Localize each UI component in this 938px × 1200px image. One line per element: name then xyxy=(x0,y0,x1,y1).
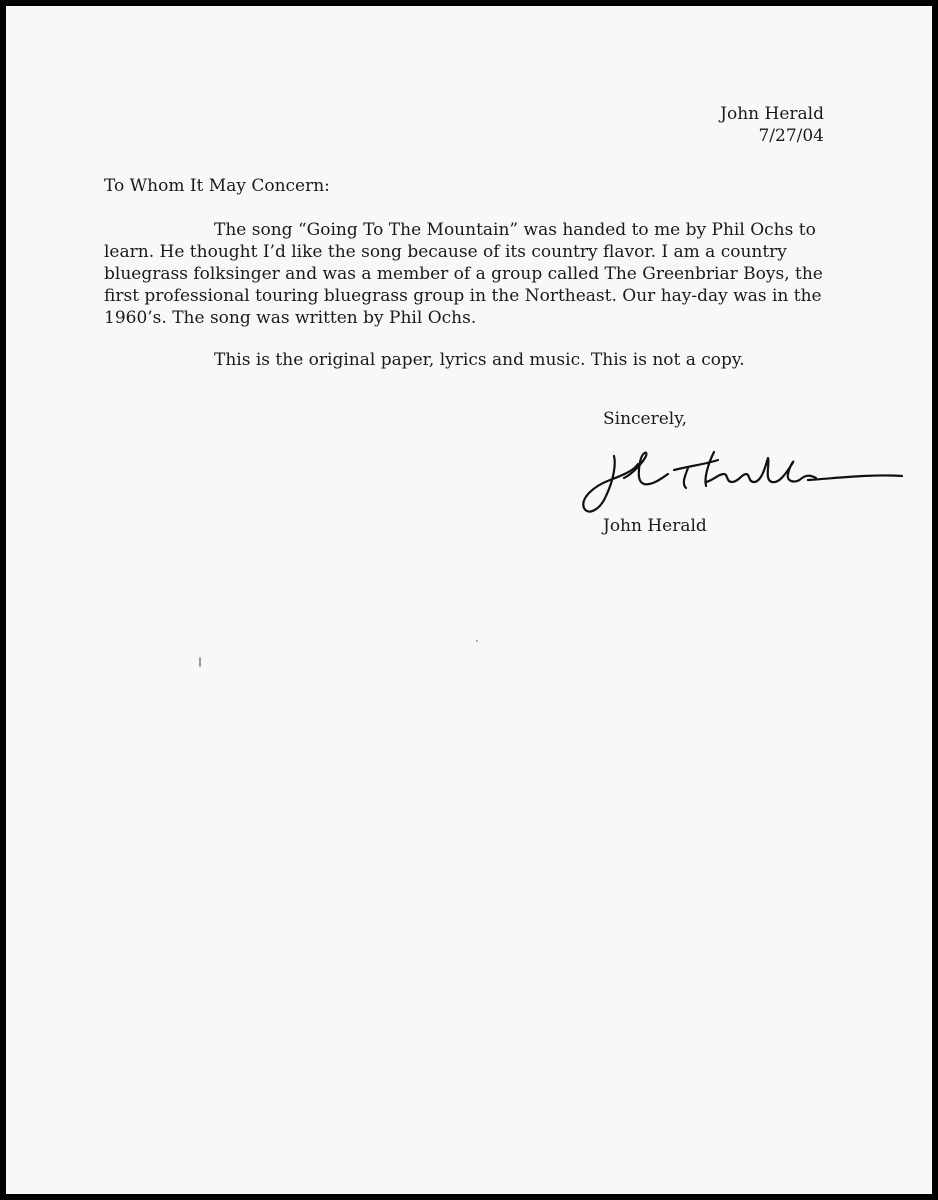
body-line: first professional touring bluegrass group in the Northeast. Our hay-day was in the xyxy=(104,286,822,306)
paper-speck xyxy=(476,640,478,642)
paper-speck xyxy=(199,657,201,667)
sender-name: John Herald xyxy=(720,104,824,124)
salutation: To Whom It May Concern: xyxy=(104,176,330,196)
body-line: 1960’s. The song was written by Phil Ochs. xyxy=(104,308,477,328)
signer-name: John Herald xyxy=(603,516,707,536)
body-line: The song “Going To The Mountain” was handed to me by Phil Ochs to xyxy=(214,220,816,240)
body-line: bluegrass folksinger and was a member of a group called The Greenbriar Boys, the xyxy=(104,264,823,284)
body-line: learn. He thought I’d like the song because of its country flavor. I am a country xyxy=(104,242,787,262)
body-paragraph xyxy=(104,219,834,329)
letter-header xyxy=(720,103,824,147)
closing-paragraph: This is the original paper, lyrics and music. This is not a copy. xyxy=(214,350,745,370)
sign-off: Sincerely, xyxy=(603,409,687,429)
letter-page xyxy=(6,6,932,1194)
letter-date: 7/27/04 xyxy=(758,126,824,146)
handwritten-signature xyxy=(576,434,906,519)
